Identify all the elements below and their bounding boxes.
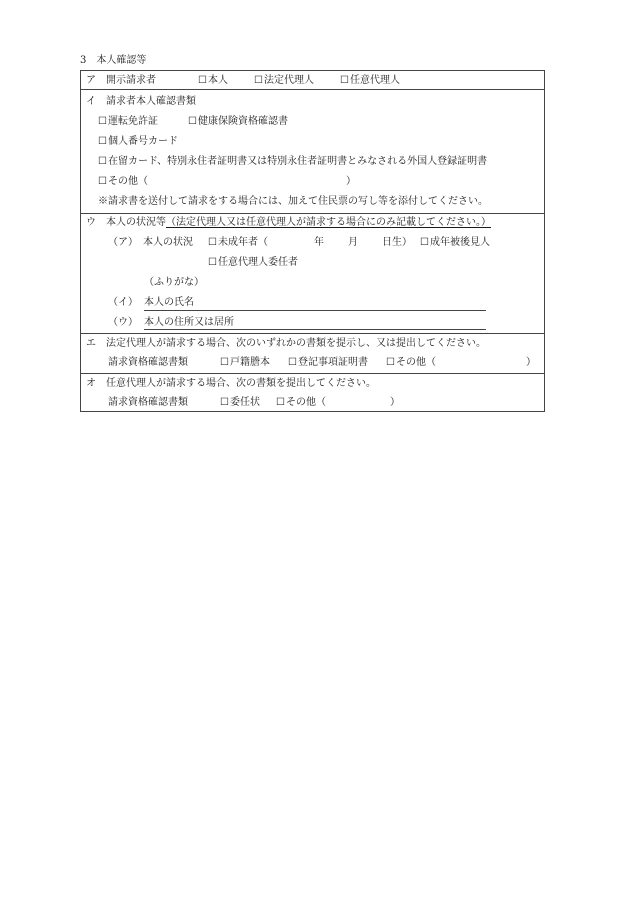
principal-status-note: （法定代理人又は任意代理人が請求する場合にのみ記載してください。） <box>166 217 491 228</box>
doc-label: 戸籍謄本 <box>229 357 270 368</box>
section-title: 3 本人確認等 <box>80 55 147 66</box>
minor-label: 未成年者（ <box>217 237 268 248</box>
voluntary-principal-checkbox[interactable] <box>208 258 298 268</box>
minor-checkbox[interactable] <box>208 238 268 248</box>
id-other-close: ） <box>346 176 356 187</box>
option-label: 法定代理人 <box>263 75 314 86</box>
registry-cert-checkbox[interactable] <box>288 358 368 368</box>
family-register-checkbox[interactable] <box>220 358 270 368</box>
adult-ward-checkbox[interactable] <box>420 238 490 248</box>
insurance-checkbox[interactable] <box>188 117 288 127</box>
principal-address-field[interactable]: 本人の住所又は居所 <box>144 317 234 328</box>
principal-status-heading: ウ 本人の状況等 <box>86 217 166 228</box>
option-legal-rep-checkbox[interactable] <box>254 76 314 86</box>
mynumber-checkbox[interactable] <box>98 137 178 147</box>
birth-year-label: 年 <box>314 237 324 248</box>
status-sub-label: （ア） 本人の状況 <box>108 237 193 248</box>
license-checkbox[interactable] <box>98 117 158 127</box>
doc-label: 個人番号カード <box>107 136 178 147</box>
residence-card-checkbox[interactable] <box>98 157 487 167</box>
legal-rep-label: エ 法定代理人が請求する場合、次のいずれかの書類を提示し、又は提出してください。 <box>86 338 486 349</box>
legal-rep-doc-label: 請求資格確認書類 <box>108 357 188 368</box>
voluntary-rep-doc-label: 請求資格確認書類 <box>108 397 188 408</box>
birth-day-label: 日生） <box>382 237 412 248</box>
furigana-label: （ふりがな） <box>144 277 204 288</box>
id-other-checkbox[interactable] <box>98 177 148 187</box>
doc-label: その他（ <box>285 397 326 408</box>
requester-type-label: ア 開示請求者 <box>86 75 156 86</box>
voluntary-other-checkbox[interactable] <box>276 398 326 408</box>
birth-month-label: 月 <box>348 237 358 248</box>
doc-label: その他（ <box>107 176 148 187</box>
doc-label: 健康保険資格確認書 <box>197 116 288 127</box>
name-sub-label: （イ） <box>108 297 138 308</box>
principal-status-label <box>86 218 491 228</box>
power-of-attorney-checkbox[interactable] <box>220 398 260 408</box>
voluntary-rep-label: オ 任意代理人が請求する場合、次の書類を提出してください。 <box>86 378 376 389</box>
divider-line <box>80 213 545 214</box>
divider-line <box>80 373 545 374</box>
voluntary-principal-label: 任意代理人委任者 <box>217 257 298 268</box>
id-docs-label: イ 請求者本人確認書類 <box>86 96 196 107</box>
option-voluntary-rep-checkbox[interactable] <box>340 76 400 86</box>
adult-ward-label: 成年被後見人 <box>429 237 490 248</box>
principal-name-underline <box>144 310 486 311</box>
address-sub-label: （ウ） <box>108 317 138 328</box>
doc-label: 登記事項証明書 <box>297 357 368 368</box>
principal-address-underline <box>144 329 486 330</box>
doc-label: 在留カード、特別永住者証明書又は特別永住者証明書とみなされる外国人登録証明書 <box>107 156 488 167</box>
doc-label: 委任状 <box>229 397 260 408</box>
voluntary-other-close: ） <box>390 397 400 408</box>
divider-line <box>80 89 545 90</box>
divider-line <box>80 333 545 334</box>
option-label: 任意代理人 <box>349 75 400 86</box>
option-label: 本人 <box>207 75 228 86</box>
doc-label: 運転免許証 <box>107 116 158 127</box>
legal-other-close: ） <box>526 357 536 368</box>
principal-name-field[interactable]: 本人の氏名 <box>144 297 194 308</box>
option-self-checkbox[interactable] <box>198 76 228 86</box>
doc-label: その他（ <box>395 357 436 368</box>
mail-request-note: ※請求書を送付して請求をする場合には、加えて住民票の写し等を添付してください。 <box>98 196 488 207</box>
legal-other-checkbox[interactable] <box>386 358 436 368</box>
